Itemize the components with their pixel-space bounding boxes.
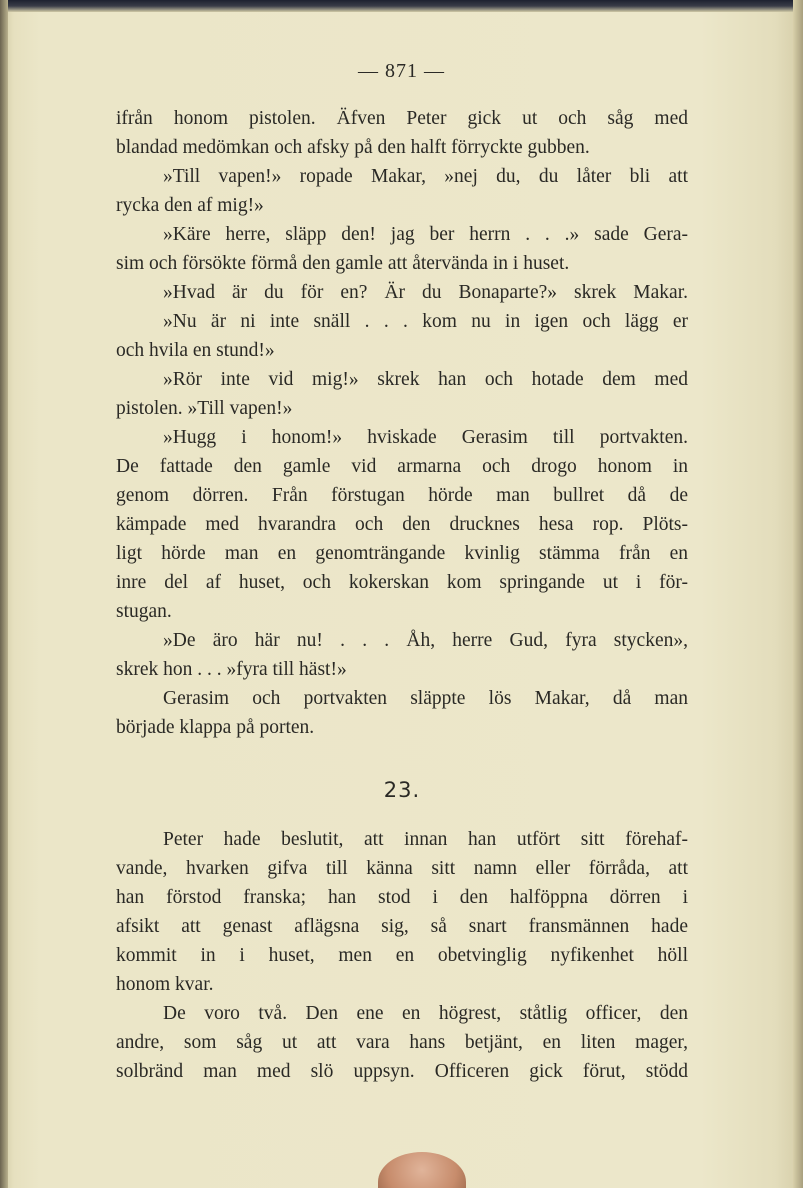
- right-page-edge: [793, 0, 803, 1188]
- text-line: han förstod franska; han stod i den halföppna dörren i: [116, 887, 688, 908]
- text-line: »Till vapen!» ropade Makar, »nej du, du låter bli att: [163, 166, 688, 187]
- text-line: inre del af huset, och kokerskan kom springande ut i för-: [116, 572, 688, 593]
- text-line: afsikt att genast aflägsna sig, så snart fransmännen hade: [116, 916, 688, 937]
- text-line: »Hvad är du för en? Är du Bonaparte?» skrek Makar.: [163, 282, 688, 303]
- text-line: rycka den af mig!»: [116, 195, 264, 216]
- text-line: De voro två. Den ene en högrest, ståtlig officer, den: [163, 1003, 688, 1024]
- text-line: blandad medömkan och afsky på den halft förryckte gubben.: [116, 137, 590, 158]
- text-line: »Käre herre, släpp den! jag ber herrn . . .» sade Gera-: [163, 224, 688, 245]
- text-line: Peter hade beslutit, att innan han utfört sitt förehaf-: [163, 829, 688, 850]
- text-line: började klappa på porten.: [116, 717, 315, 738]
- page-top-edge: [0, 0, 803, 12]
- text-line: och hvila en stund!»: [116, 340, 275, 361]
- text-line: kämpade med hvarandra och den drucknes hesa rop. Plöts-: [116, 514, 688, 535]
- left-binding-edge: [0, 0, 8, 1188]
- text-line: stugan.: [116, 601, 172, 622]
- text-line: andre, som såg ut att vara hans betjänt, en liten mager,: [116, 1032, 688, 1053]
- text-line: genom dörren. Från förstugan hörde man bullret då de: [116, 485, 688, 506]
- text-line: ligt hörde man en genomträngande kvinlig stämma från en: [116, 543, 688, 564]
- body-text: [116, 104, 688, 1086]
- text-before-chapter: [116, 104, 688, 742]
- text-line: ifrån honom pistolen. Äfven Peter gick ut och såg med: [116, 108, 688, 129]
- page-number: — 871 —: [358, 60, 445, 82]
- text-after-chapter: [116, 825, 688, 1086]
- text-line: solbränd man med slö uppsyn. Officeren gick förut, stödd: [116, 1061, 688, 1082]
- chapter-heading: 23.: [383, 778, 421, 802]
- text-line: »Nu är ni inte snäll . . . kom nu in igen och lägg er: [163, 311, 688, 332]
- text-line: pistolen. »Till vapen!»: [116, 398, 293, 419]
- text-line: »Rör inte vid mig!» skrek han och hotade dem med: [163, 369, 688, 390]
- text-line: De fattade den gamle vid armarna och drogo honom in: [116, 456, 688, 477]
- text-line: skrek hon . . . »fyra till häst!»: [116, 659, 347, 680]
- thumb-holding-page: [378, 1152, 466, 1188]
- text-line: »De äro här nu! . . . Åh, herre Gud, fyra stycken»,: [163, 630, 688, 651]
- text-line: »Hugg i honom!» hviskade Gerasim till portvakten.: [163, 427, 688, 448]
- text-line: honom kvar.: [116, 974, 214, 995]
- text-line: sim och försökte förmå den gamle att återvända in i huset.: [116, 253, 570, 274]
- text-line: kommit in i huset, men en obetvinglig nyfikenhet höll: [116, 945, 688, 966]
- text-line: vande, hvarken gifva till känna sitt namn eller förråda, att: [116, 858, 688, 879]
- text-line: Gerasim och portvakten släppte lös Makar, då man: [163, 688, 688, 709]
